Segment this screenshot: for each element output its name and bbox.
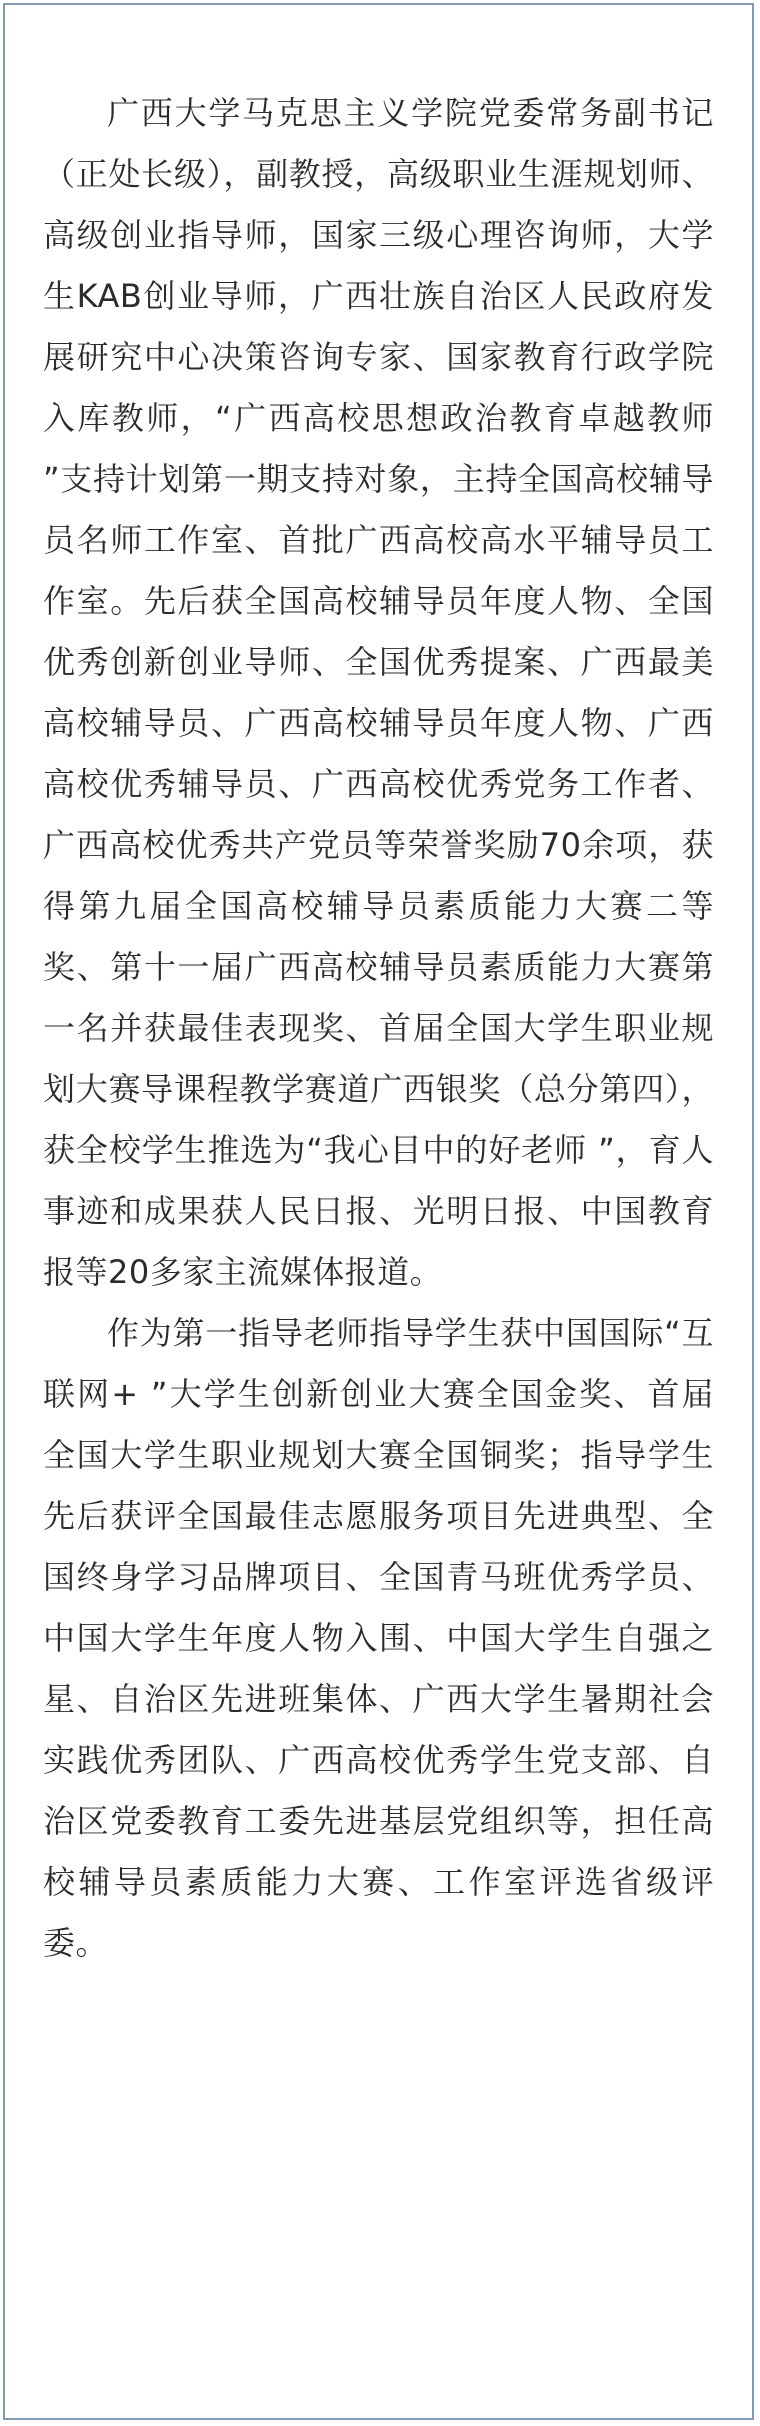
bordered-text-panel [3, 3, 754, 2420]
article-body [43, 83, 714, 1974]
paragraph-biography: 广西大学马克思主义学院党委常务副书记（正处长级），副教授，高级职业生涯规划师、高级创业指导师，国家三级心理咨询师，大学生KAB创业导师，广西壮族自治区人民政府发展研究中心决策咨询专家、国家教育行政学院入库教师，“广西高校思想政治教育卓越教师 ”支持计划第一期支持对象，主持全国高校辅导员名师工作室、首批广西高校高水平辅导员工作室。先后获全国高校辅导员年度人物、全国优秀创新创业导师、全国优秀提案、广西最美高校辅导员、广西高校辅导员年度人物、广西高校优秀辅导员、广西高校优秀党务工作者、广西高校优秀共产党员等荣誉奖励70余项，获得第九届全国高校辅导员素质能力大赛二等奖、第十一届广西高校辅导员素质能力大赛第一名并获最佳表现奖、首届全国大学生职业规划大赛导课程教学赛道广西银奖（总分第四），获全校学生推选为“我心目中的好老师 ”，育人事迹和成果获人民日报、光明日报、中国教育报等20多家主流媒体报道。 [43, 94, 714, 1291]
paragraph-achievements: 作为第一指导老师指导学生获中国国际“互联网+ ”大学生创新创业大赛全国金奖、首届全国大学生职业规划大赛全国铜奖；指导学生先后获评全国最佳志愿服务项目先进典型、全国终身学习品牌项目、全国青马班优秀学员、中国大学生年度人物入围、中国大学生自强之星、自治区先进班集体、广西大学生暑期社会实践优秀团队、广西高校优秀学生党支部、自治区党委教育工委先进基层党组织等，担任高校辅导员素质能力大赛、工作室评选省级评委。 [43, 1314, 714, 1962]
